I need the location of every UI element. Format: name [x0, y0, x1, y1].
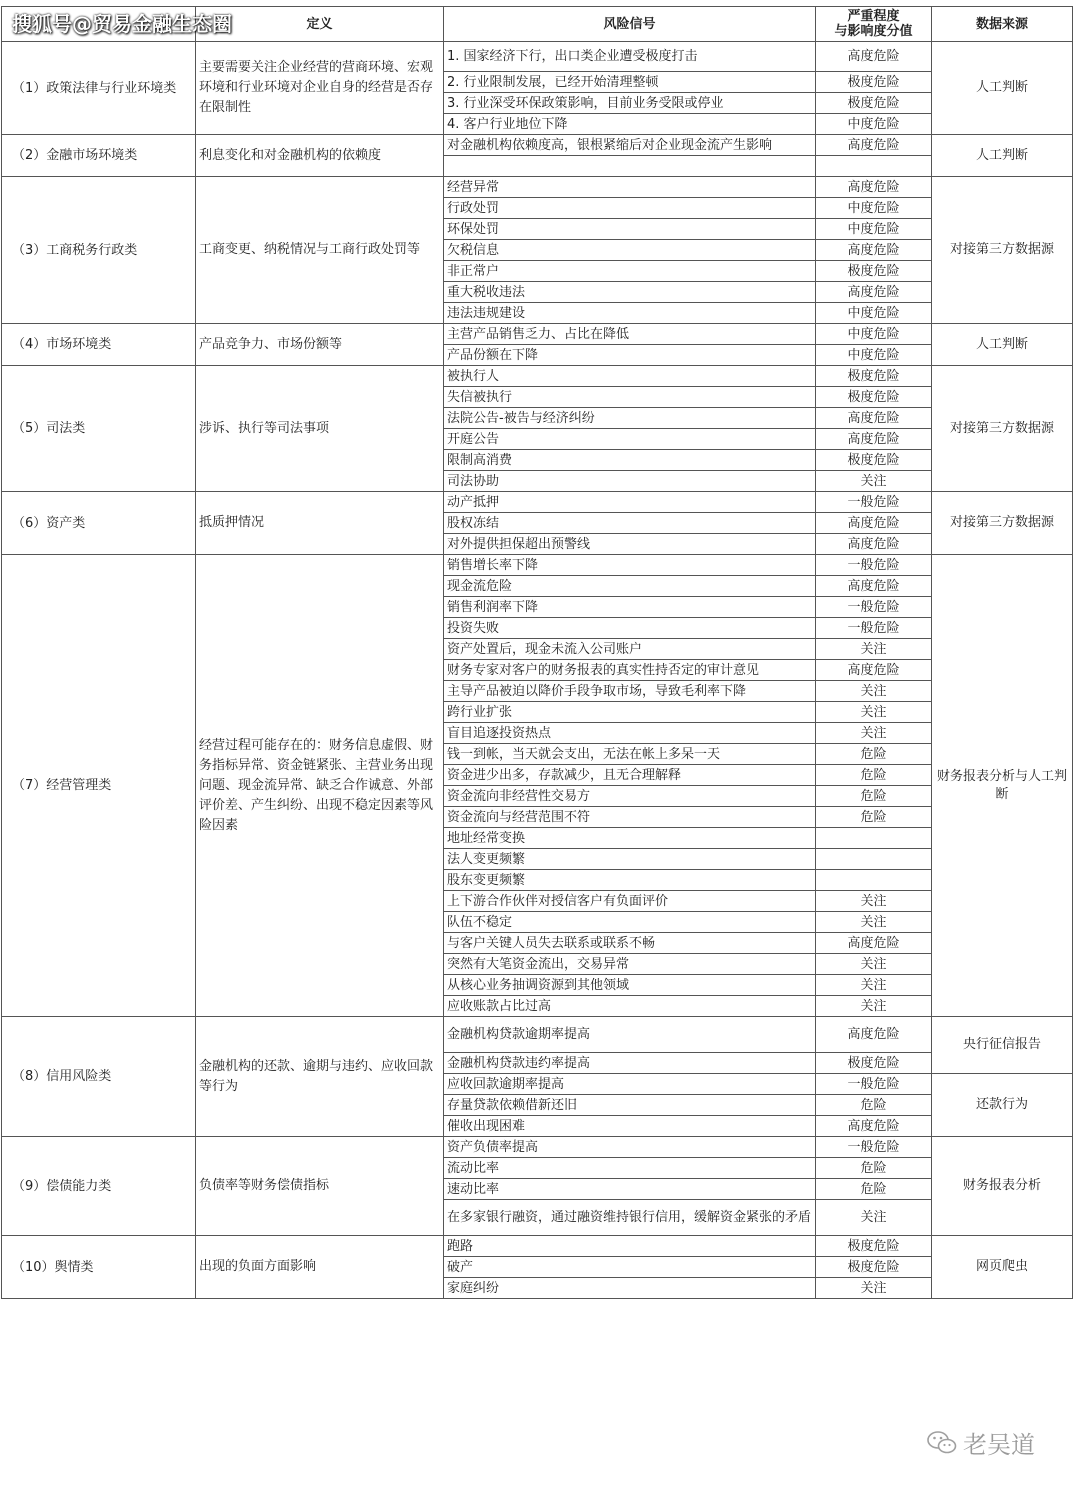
signal-cell: 队伍不稳定 [444, 912, 816, 933]
severity-cell: 一般危险 [816, 1137, 932, 1158]
signal-cell: 财务专家对客户的财务报表的真实性持否定的审计意见 [444, 660, 816, 681]
signal-cell: 盲目追逐投资热点 [444, 723, 816, 744]
signal-cell: 突然有大笔资金流出，交易异常 [444, 954, 816, 975]
severity-cell: 中度危险 [816, 324, 932, 345]
risk-signal-table [1, 6, 1073, 1299]
source-cell: 央行征信报告 [932, 1017, 1073, 1074]
severity-cell [816, 828, 932, 849]
signal-cell: 经营异常 [444, 177, 816, 198]
severity-cell: 中度危险 [816, 198, 932, 219]
signal-cell: 钱一到帐，当天就会支出，无法在帐上多呆一天 [444, 744, 816, 765]
signal-cell: 资产负债率提高 [444, 1137, 816, 1158]
severity-cell: 关注 [816, 954, 932, 975]
severity-cell: 高度危险 [816, 135, 932, 156]
signal-cell: 资金进少出多，存款减少，且无合理解释 [444, 765, 816, 786]
signal-cell: 2. 行业限制发展，已经开始清理整顿 [444, 72, 816, 93]
severity-cell: 高度危险 [816, 534, 932, 555]
signal-cell: 催收出现困难 [444, 1116, 816, 1137]
severity-cell: 极度危险 [816, 1236, 932, 1257]
header-severity: 严重程度 与影响度分值 [816, 7, 932, 42]
signal-cell: 3. 行业深受环保政策影响，目前业务受限或停业 [444, 93, 816, 114]
signal-cell: 资金流向非经营性交易方 [444, 786, 816, 807]
signal-cell: 上下游合作伙伴对授信客户有负面评价 [444, 891, 816, 912]
source-cell: 人工判断 [932, 324, 1073, 366]
table-row [2, 135, 1073, 156]
table-row [2, 492, 1073, 513]
definition-cell: 产品竞争力、市场份额等 [196, 324, 444, 366]
severity-cell: 高度危险 [816, 1116, 932, 1137]
category-cell: （9）偿债能力类 [2, 1137, 196, 1236]
signal-cell: 销售利润率下降 [444, 597, 816, 618]
severity-cell: 危险 [816, 744, 932, 765]
source-cell: 人工判断 [932, 42, 1073, 135]
category-cell: （1）政策法律与行业环境类 [2, 42, 196, 135]
severity-cell: 极度危险 [816, 72, 932, 93]
signal-cell: 跨行业扩张 [444, 702, 816, 723]
signal-cell: 被执行人 [444, 366, 816, 387]
severity-cell: 高度危险 [816, 408, 932, 429]
severity-cell: 一般危险 [816, 555, 932, 576]
severity-cell: 关注 [816, 702, 932, 723]
severity-cell: 极度危险 [816, 261, 932, 282]
severity-cell: 一般危险 [816, 597, 932, 618]
category-cell: （6）资产类 [2, 492, 196, 555]
severity-cell: 关注 [816, 975, 932, 996]
signal-cell: 金融机构贷款违约率提高 [444, 1053, 816, 1074]
severity-cell: 关注 [816, 471, 932, 492]
source-cell: 还款行为 [932, 1074, 1073, 1137]
header-signal: 风险信号 [444, 7, 816, 42]
signal-cell: 失信被执行 [444, 387, 816, 408]
table-header-row [2, 7, 1073, 42]
severity-cell: 高度危险 [816, 576, 932, 597]
signal-cell: 应收账款占比过高 [444, 996, 816, 1017]
category-cell: （3）工商税务行政类 [2, 177, 196, 324]
signal-cell: 应收回款逾期率提高 [444, 1074, 816, 1095]
signal-cell: 非正常户 [444, 261, 816, 282]
category-cell: （4）市场环境类 [2, 324, 196, 366]
severity-cell: 关注 [816, 723, 932, 744]
table-body [2, 42, 1073, 1299]
signal-cell: 动产抵押 [444, 492, 816, 513]
signal-cell: 投资失败 [444, 618, 816, 639]
definition-cell: 抵质押情况 [196, 492, 444, 555]
severity-cell: 关注 [816, 912, 932, 933]
severity-cell: 高度危险 [816, 1017, 932, 1053]
table-row [2, 1017, 1073, 1053]
header-definition: 定义 [196, 7, 444, 42]
wechat-icon [927, 1430, 957, 1456]
signal-cell: 在多家银行融资，通过融资维持银行信用，缓解资金紧张的矛盾 [444, 1200, 816, 1236]
table-row [2, 324, 1073, 345]
author-signature [927, 1425, 1035, 1460]
severity-cell: 极度危险 [816, 1053, 932, 1074]
header-category [2, 7, 196, 42]
signal-cell: 重大税收违法 [444, 282, 816, 303]
table-row [2, 42, 1073, 72]
source-cell: 人工判断 [932, 135, 1073, 177]
severity-cell: 中度危险 [816, 219, 932, 240]
severity-cell: 一般危险 [816, 618, 932, 639]
signal-cell: 限制高消费 [444, 450, 816, 471]
definition-cell: 主要需要关注企业经营的营商环境、宏观环境和行业环境对企业自身的经营是否存在限制性 [196, 42, 444, 135]
source-cell: 对接第三方数据源 [932, 492, 1073, 555]
severity-cell: 中度危险 [816, 345, 932, 366]
signal-cell: 4. 客户行业地位下降 [444, 114, 816, 135]
definition-cell: 涉诉、执行等司法事项 [196, 366, 444, 492]
definition-cell: 利息变化和对金融机构的依赖度 [196, 135, 444, 177]
signal-cell: 家庭纠纷 [444, 1278, 816, 1299]
signal-cell: 对金融机构依赖度高，银根紧缩后对企业现金流产生影响 [444, 135, 816, 156]
severity-cell: 关注 [816, 891, 932, 912]
definition-cell: 金融机构的还款、逾期与违约、应收回款等行为 [196, 1017, 444, 1137]
definition-cell: 经营过程可能存在的：财务信息虚假、财务指标异常、资金链紧张、主营业务出现问题、现金流异常、缺乏合作诚意、外部评价差、产生纠纷、出现不稳定因素等风险因素 [196, 555, 444, 1017]
severity-cell [816, 849, 932, 870]
signal-cell: 现金流危险 [444, 576, 816, 597]
severity-cell: 极度危险 [816, 366, 932, 387]
severity-cell: 关注 [816, 1200, 932, 1236]
severity-cell: 高度危险 [816, 513, 932, 534]
severity-cell: 关注 [816, 639, 932, 660]
signal-cell: 产品份额在下降 [444, 345, 816, 366]
severity-cell: 高度危险 [816, 429, 932, 450]
signal-cell: 销售增长率下降 [444, 555, 816, 576]
severity-cell: 中度危险 [816, 114, 932, 135]
signal-cell: 破产 [444, 1257, 816, 1278]
severity-cell: 一般危险 [816, 1074, 932, 1095]
signal-cell: 存量贷款依赖借新还旧 [444, 1095, 816, 1116]
table-row [2, 366, 1073, 387]
signal-cell [444, 156, 816, 177]
severity-cell: 危险 [816, 765, 932, 786]
definition-cell: 工商变更、纳税情况与工商行政处罚等 [196, 177, 444, 324]
signal-cell: 金融机构贷款逾期率提高 [444, 1017, 816, 1053]
severity-cell: 关注 [816, 1278, 932, 1299]
signal-cell: 法人变更频繁 [444, 849, 816, 870]
category-cell: （2）金融市场环境类 [2, 135, 196, 177]
signal-cell: 主导产品被迫以降价手段争取市场，导致毛利率下降 [444, 681, 816, 702]
category-cell: （10）舆情类 [2, 1236, 196, 1299]
severity-cell [816, 156, 932, 177]
severity-cell: 关注 [816, 996, 932, 1017]
signal-cell: 资金流向与经营范围不符 [444, 807, 816, 828]
signal-cell: 开庭公告 [444, 429, 816, 450]
category-cell: （7）经营管理类 [2, 555, 196, 1017]
signal-cell: 资产处置后，现金未流入公司账户 [444, 639, 816, 660]
severity-cell: 极度危险 [816, 387, 932, 408]
table-row [2, 555, 1073, 576]
watermark-text: 搜狐号@贸易金融生态圈 [12, 12, 232, 36]
category-cell: （8）信用风险类 [2, 1017, 196, 1137]
severity-cell: 关注 [816, 681, 932, 702]
signal-cell: 速动比率 [444, 1179, 816, 1200]
severity-cell: 高度危险 [816, 282, 932, 303]
severity-cell: 高度危险 [816, 660, 932, 681]
signal-cell: 对外提供担保超出预警线 [444, 534, 816, 555]
signal-cell: 主营产品销售乏力、占比在降低 [444, 324, 816, 345]
severity-cell: 高度危险 [816, 177, 932, 198]
table-row [2, 1236, 1073, 1257]
severity-cell: 危险 [816, 807, 932, 828]
definition-cell: 负债率等财务偿债指标 [196, 1137, 444, 1236]
severity-cell: 一般危险 [816, 492, 932, 513]
source-cell: 网页爬虫 [932, 1236, 1073, 1299]
source-cell: 财务报表分析与人工判断 [932, 555, 1073, 1017]
signal-cell: 股权冻结 [444, 513, 816, 534]
severity-cell: 高度危险 [816, 240, 932, 261]
signal-cell: 司法协助 [444, 471, 816, 492]
header-source: 数据来源 [932, 7, 1073, 42]
signal-cell: 流动比率 [444, 1158, 816, 1179]
severity-cell: 危险 [816, 1095, 932, 1116]
category-cell: （5）司法类 [2, 366, 196, 492]
severity-cell: 危险 [816, 1158, 932, 1179]
signal-cell: 从核心业务抽调资源到其他领域 [444, 975, 816, 996]
signal-cell: 地址经常变换 [444, 828, 816, 849]
severity-cell: 高度危险 [816, 42, 932, 72]
severity-cell: 中度危险 [816, 303, 932, 324]
signal-cell: 1. 国家经济下行，出口类企业遭受极度打击 [444, 42, 816, 72]
signal-cell: 行政处罚 [444, 198, 816, 219]
source-cell: 对接第三方数据源 [932, 177, 1073, 324]
source-cell: 对接第三方数据源 [932, 366, 1073, 492]
signal-cell: 与客户关键人员失去联系或联系不畅 [444, 933, 816, 954]
table-row [2, 177, 1073, 198]
severity-cell: 危险 [816, 1179, 932, 1200]
severity-cell: 危险 [816, 786, 932, 807]
signal-cell: 欠税信息 [444, 240, 816, 261]
signal-cell: 环保处罚 [444, 219, 816, 240]
severity-cell: 极度危险 [816, 93, 932, 114]
severity-cell: 高度危险 [816, 933, 932, 954]
signal-cell: 违法违规建设 [444, 303, 816, 324]
signal-cell: 股东变更频繁 [444, 870, 816, 891]
signature-text: 老吴道 [963, 1431, 1035, 1459]
signal-cell: 法院公告-被告与经济纠纷 [444, 408, 816, 429]
signal-cell: 跑路 [444, 1236, 816, 1257]
severity-cell: 极度危险 [816, 1257, 932, 1278]
table-row [2, 1137, 1073, 1158]
severity-cell [816, 870, 932, 891]
definition-cell: 出现的负面方面影响 [196, 1236, 444, 1299]
source-cell: 财务报表分析 [932, 1137, 1073, 1236]
severity-cell: 极度危险 [816, 450, 932, 471]
